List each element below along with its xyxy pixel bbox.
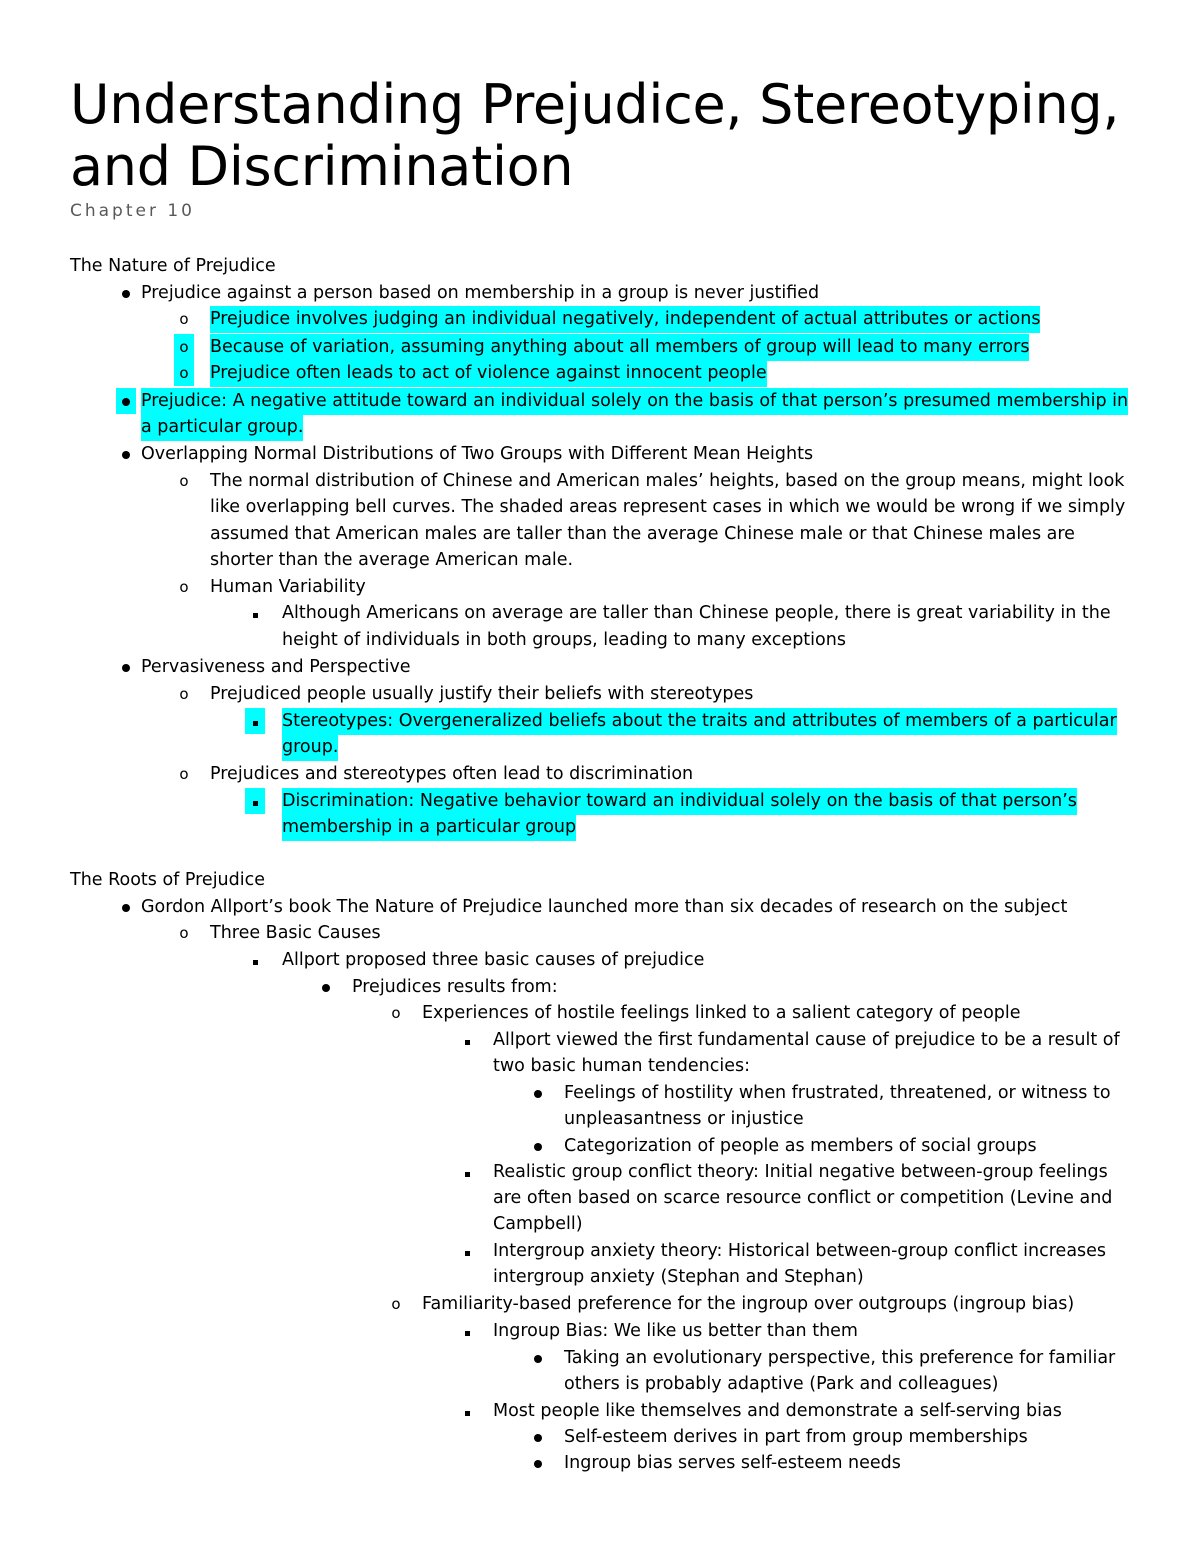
list-item: Intergroup anxiety theory: Historical between-group conflict increases [493,1241,1107,1261]
bullet-square-icon [245,788,265,814]
title-line-1: Understanding Prejudice, Stereotyping, [70,73,1120,136]
bullet-square-icon [457,1318,477,1344]
list-item: assumed that American males are taller than the average Chinese male or that Chinese males are [210,524,1075,544]
list-item: others is probably adaptive (Park and colleagues) [564,1374,999,1394]
bullet-disc-icon [528,1133,548,1159]
list-item: Prejudices results from: [352,977,558,997]
list-item: Realistic group conflict theory: Initial negative between-group feelings [493,1162,1108,1182]
document-title [70,74,1150,198]
list-item-highlighted: a particular group. [141,414,303,441]
list-item: Overlapping Normal Distributions of Two Groups with Different Mean Heights [141,444,814,464]
section-heading-roots: The Roots of Prejudice [70,870,266,890]
bullet-disc-icon [528,1450,548,1476]
list-item: Categorization of people as members of social groups [564,1136,1037,1156]
bullet-disc-icon [528,1424,548,1450]
list-item: Feelings of hostility when frustrated, threatened, or witness to [564,1083,1111,1103]
list-item: Three Basic Causes [210,923,381,943]
list-item: Prejudiced people usually justify their beliefs with stereotypes [210,684,754,704]
bullet-circle-icon: o [391,1004,401,1022]
list-item: are often based on scarce resource conflict or competition (Levine and [493,1188,1113,1208]
bullet-circle-icon: o [179,924,189,942]
bullet-square-icon [245,708,265,734]
list-item: Human Variability [210,577,366,597]
bullet-disc-icon [316,974,336,1000]
list-item-highlighted: Stereotypes: Overgeneralized beliefs about the traits and attributes of members of a particular [282,708,1117,735]
bullet-circle-icon: o [179,310,189,328]
list-item: Taking an evolutionary perspective, this preference for familiar [564,1348,1116,1368]
bullet-square-icon [457,1398,477,1424]
list-item: Allport viewed the first fundamental cause of prejudice to be a result of [493,1030,1120,1050]
bullet-square-icon [457,1027,477,1053]
section-heading-nature: The Nature of Prejudice [70,256,276,276]
list-item-highlighted: Prejudice often leads to act of violence against innocent people [210,360,767,387]
bullet-disc-icon [116,280,136,306]
list-item: two basic human tendencies: [493,1056,750,1076]
list-item: Most people like themselves and demonstrate a self-serving bias [493,1401,1062,1421]
bullet-disc-icon [116,654,136,680]
bullet-disc-icon [528,1080,548,1106]
list-item: Familiarity-based preference for the ingroup over outgroups (ingroup bias) [422,1294,1075,1314]
list-item: unpleasantness or injustice [564,1109,804,1129]
bullet-circle-icon: o [179,685,189,703]
title-line-2: and Discrimination [70,135,574,198]
list-item: Prejudices and stereotypes often lead to discrimination [210,764,694,784]
bullet-disc-icon [528,1345,548,1371]
bullet-disc-icon [116,441,136,467]
list-item-highlighted: group. [282,734,338,761]
bullet-square-icon [245,600,265,626]
bullet-disc-icon [116,388,136,414]
list-item-highlighted: Discrimination: Negative behavior toward an individual solely on the basis of that person’s [282,788,1077,815]
list-item-highlighted: membership in a particular group [282,814,576,841]
list-item: Ingroup bias serves self-esteem needs [564,1453,901,1473]
bullet-circle-icon: o [179,765,189,783]
list-item: Pervasiveness and Perspective [141,657,411,677]
list-item: like overlapping bell curves. The shaded areas represent cases in which we would be wrong if we simply [210,497,1126,517]
bullet-disc-icon [116,894,136,920]
bullet-circle-icon: o [391,1295,401,1313]
list-item: Although Americans on average are taller than Chinese people, there is great variability in the [282,603,1111,623]
list-item: Experiences of hostile feelings linked to a salient category of people [422,1003,1021,1023]
bullet-square-icon [245,947,265,973]
list-item-highlighted: Prejudice: A negative attitude toward an individual solely on the basis of that person’s presumed membership in [141,388,1128,415]
list-item: The normal distribution of Chinese and American males’ heights, based on the group means, might look [210,471,1125,491]
bullet-circle-icon: o [174,360,194,386]
list-item-highlighted: Prejudice involves judging an individual negatively, independent of actual attributes or actions [210,306,1040,333]
list-item: Gordon Allport’s book The Nature of Prejudice launched more than six decades of research on the subject [141,897,1068,917]
document-subtitle: Chapter 10 [70,201,196,221]
list-item-highlighted: Because of variation, assuming anything about all members of group will lead to many errors [210,334,1029,361]
bullet-circle-icon: o [174,334,194,360]
list-item: Allport proposed three basic causes of prejudice [282,950,705,970]
list-item: Prejudice against a person based on membership in a group is never justified [141,283,820,303]
bullet-circle-icon: o [179,472,189,490]
list-item: height of individuals in both groups, leading to many exceptions [282,630,846,650]
list-item: Self-esteem derives in part from group memberships [564,1427,1028,1447]
bullet-circle-icon: o [179,578,189,596]
list-item: intergroup anxiety (Stephan and Stephan) [493,1267,864,1287]
list-item: Ingroup Bias: We like us better than them [493,1321,858,1341]
bullet-square-icon [457,1238,477,1264]
list-item: shorter than the average American male. [210,550,574,570]
list-item: Campbell) [493,1214,583,1234]
bullet-square-icon [457,1159,477,1185]
